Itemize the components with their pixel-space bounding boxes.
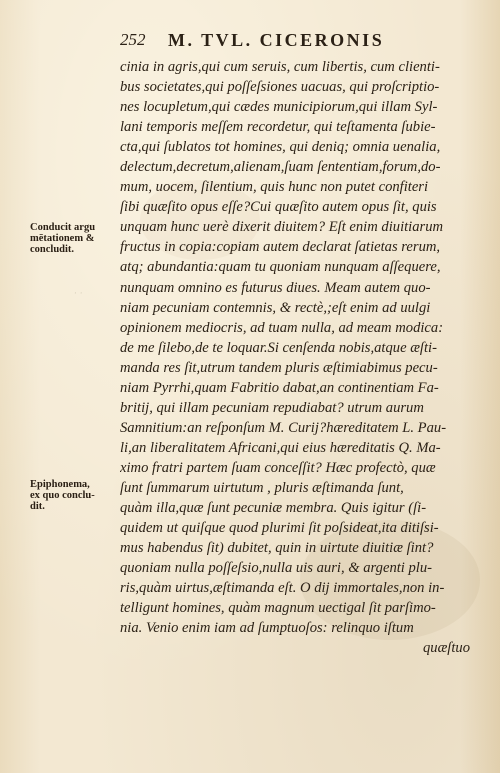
text-line: niam pecuniam contemnis, & rectè,;eſt enim ad uulgi [120, 299, 431, 316]
running-head: M. TVL. CICERONIS [168, 30, 385, 50]
text-line: quidem ut quiſque quod plurimi ſit poſsideat,ita ditiſsi- [120, 520, 439, 537]
main-text-block [120, 57, 492, 658]
margin-note-line: ex quo conclu- [30, 490, 95, 501]
text-line: atq; abundantia:quam tu quoniam nunquam aſſequere, [120, 259, 441, 276]
text-line: cinia in agris,qui cum seruis, cum libertis, cum clienti- [120, 59, 440, 75]
page-header [120, 30, 490, 54]
bleed-through-mark: · · [74, 289, 83, 299]
text-line: nia. Venio enim iam ad ſumptuoſos: relinquo iſtum [120, 620, 414, 637]
margin-note-1 [30, 222, 95, 255]
text-line: ſunt ſummarum uirtutum , pluris æſtimanda ſunt, [120, 479, 404, 496]
margin-note-line: dit. [30, 501, 45, 512]
text-line: niam Pyrrhi,quam Fabritio dabat,an continentiam Fa- [120, 379, 439, 396]
text-line: mus habendus ſit) dubitet, quin in uirtute diuitiæ ſint? [120, 540, 434, 557]
text-line: manda res ſit,utrum tandem pluris æſtimiabimus pecu- [120, 359, 438, 376]
text-line: nes locupletum,qui cædes municipiorum,qui illam Syl- [120, 99, 438, 116]
text-line: ximo fratri partem ſuam conceſſit? Hæc profectò, quæ [120, 459, 436, 476]
text-line: nunquam omnino es futurus diues. Meam autem quo- [120, 279, 431, 296]
text-line: fructus in copia:copiam autem declarat ſatietas rerum, [120, 239, 441, 256]
text-line: ſibi quæſito opus eſſe?Cui quæſito autem opus ſit, quis [120, 199, 437, 216]
text-line: unquam hunc uerè dixerit diuitem? Eſt enim diuitiarum [120, 219, 444, 236]
text-line: ris,quàm uirtus,æſtimanda eſt. O dij immortales,non in- [120, 580, 445, 597]
text-line: li,an liberalitatem Africani,qui eius hæreditatis Q. Ma- [120, 439, 441, 456]
text-line: britij, qui illam pecuniam repudiabat? utrum aurum [120, 399, 424, 416]
catchword: quæſtuo [422, 640, 470, 657]
text-line: Samnitium:an reſponſum M. Curij?hæreditatem L. Pau- [120, 419, 447, 436]
folio-number: 252 [120, 30, 146, 49]
text-line: quàm illa,quæ ſunt pecuniæ membra. Quis igitur (ſi- [120, 500, 427, 517]
margin-note-line: Conducit argu [30, 222, 96, 233]
text-line: cta,qui ſublatos tot homines, qui deniq; omnia uenalia, [120, 139, 441, 156]
margin-note-line: Epiphonema, [30, 479, 90, 490]
margin-note-line: concludit. [30, 244, 75, 255]
text-line: lani temporis meſſem recordetur, qui teſtamenta ſubie- [120, 119, 436, 136]
text-line: quoniam nulla poſſeſsio,nulla uis auri, & argenti plu- [120, 560, 433, 577]
text-line: delectum,decretum,alienam,ſuam ſententiam,forum,do- [120, 159, 441, 176]
margin-note-2 [30, 479, 95, 512]
text-line: mum, uocem, ſilentium, quis hunc non putet confiteri [120, 179, 429, 196]
text-line: opinionem mediocris, ad tuam nulla, ad meam modica: [120, 319, 444, 336]
text-line: de me ſilebo,de te loquar.Si cenſenda nobis,atque æſti- [120, 339, 437, 356]
text-line: bus societates,qui poſſeſsiones uacuas, qui proſcriptio- [120, 79, 440, 96]
text-line: telligunt homines, quàm magnum uectigal ſit parſimo- [120, 600, 436, 617]
margin-note-line: mētationem & [30, 233, 95, 244]
